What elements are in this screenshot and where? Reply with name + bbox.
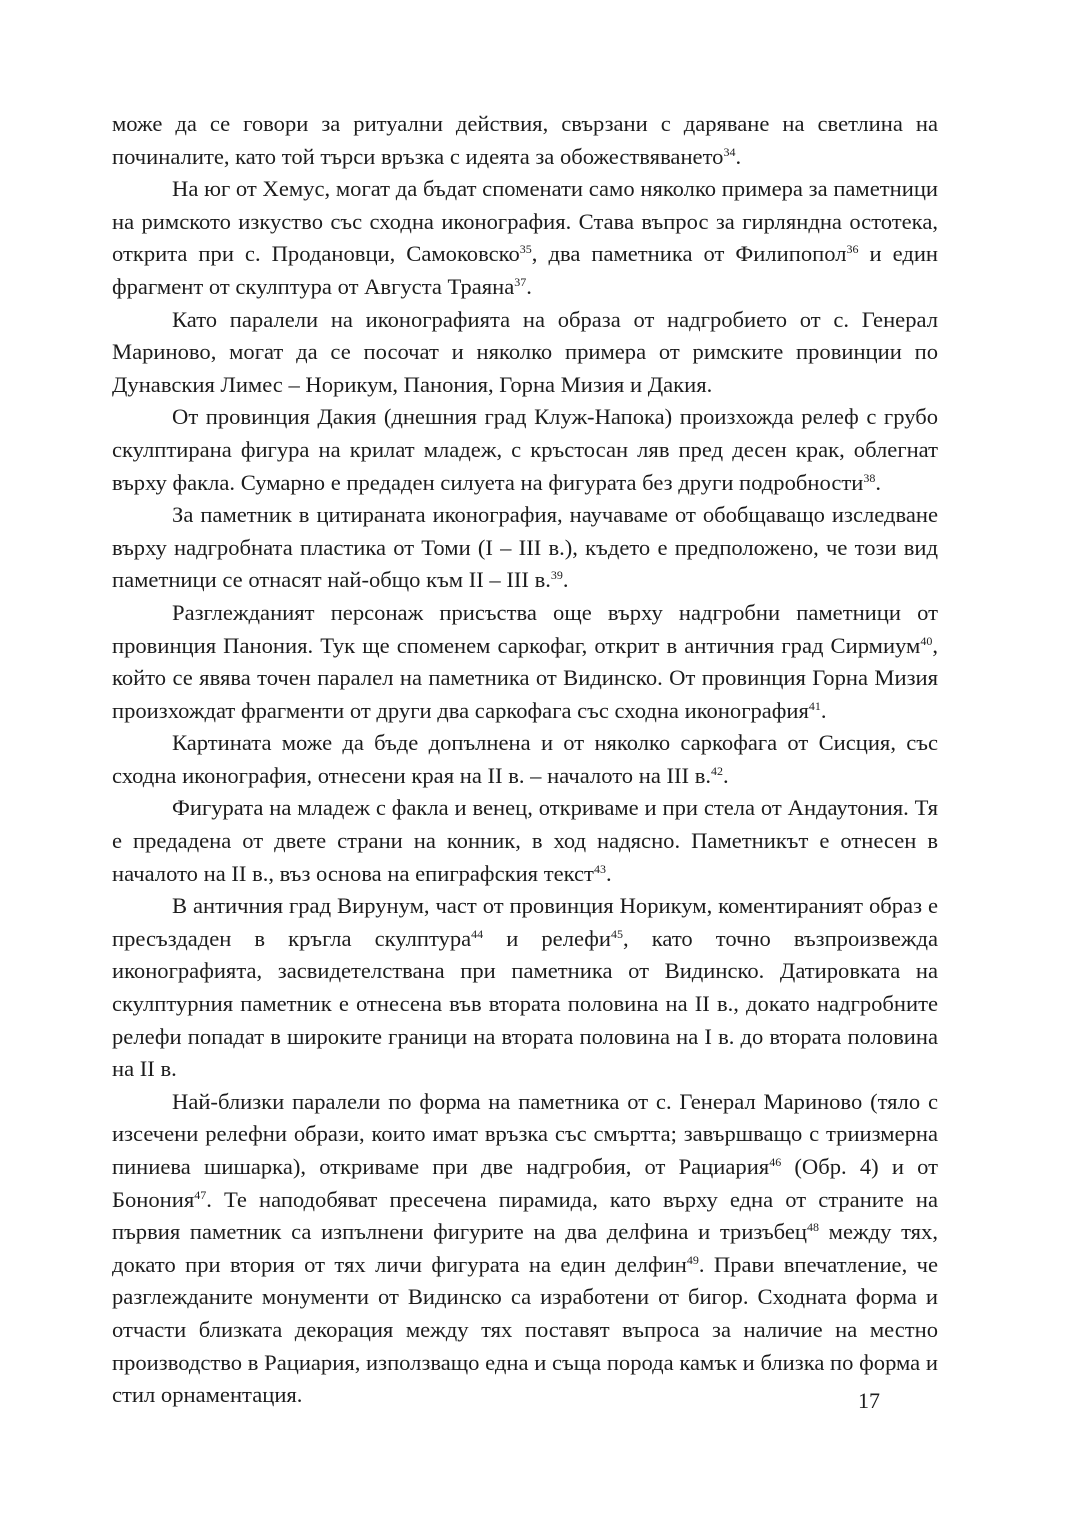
text: и релефи bbox=[483, 925, 612, 951]
text: . bbox=[735, 143, 742, 169]
page-number: 17 bbox=[858, 1388, 880, 1413]
footnote-ref-40[interactable]: 40 bbox=[920, 633, 933, 648]
text: , два паметника от Филипопол bbox=[531, 241, 847, 267]
paragraph-9 bbox=[112, 890, 938, 1086]
footnote-ref-34[interactable]: 34 bbox=[723, 144, 736, 159]
text: Като паралели на иконографията на образа от надгробието от с. Генерал Мариново, могат да се посочат и няколко примера от римските провинции по Дунавския Лимес – Норикум, Панония, Горна Мизия и Дакия. bbox=[112, 306, 938, 397]
footnote-ref-42[interactable]: 42 bbox=[711, 763, 724, 778]
paragraph-4 bbox=[112, 401, 938, 499]
footnote-ref-44[interactable]: 44 bbox=[471, 926, 484, 941]
text: между тях, докато при втория от тях личи фигурата на един делфин bbox=[112, 1219, 938, 1277]
text: . Те наподобяват пресечена пирамида, като върху една от страните на първия паметник са изпълнени фигурите на два делфина и тризъбец bbox=[112, 1186, 938, 1245]
text: От провинция Дакия (днешния град Клуж-Напока) произхожда релеф с грубо скулптирана фигура на крилат младеж, с кръстосан ляв пред десен крак, облегнат върху факла. Сумарно е предаден силуета на фигурата без други подробности bbox=[112, 404, 938, 495]
text: Фигурата на младеж с факла и венец, откриваме и при стела от Андаутония. Тя е предадена от двете страни на конник, в ход надясно. Паметникът е отнесен в началото на II в., въз основа на епиграфския текст bbox=[112, 795, 938, 886]
paragraph-8 bbox=[112, 792, 938, 890]
footnote-ref-45[interactable]: 45 bbox=[611, 926, 624, 941]
text: Най-близки паралели по форма на паметника от с. Генерал Мариново (тяло с изсечени релефни образи, които имат връзка със смъртта; завършващо с триизмерна пиниева шишарка), откриваме при две надгробия, от Рациария bbox=[112, 1088, 938, 1179]
text: . bbox=[723, 762, 729, 788]
paragraph-2 bbox=[112, 173, 938, 303]
paragraph-3 bbox=[112, 304, 938, 402]
text: Разглежданият персонаж присъства още върху надгробни паметници от провинция Панония. Тук ще споменем саркофаг, открит в античния град Сирмиум bbox=[112, 599, 938, 658]
text: (Обр. 4) и от Бонония bbox=[112, 1154, 938, 1212]
text: . bbox=[562, 567, 569, 593]
page-body bbox=[112, 108, 938, 1412]
footnote-ref-38[interactable]: 38 bbox=[863, 470, 876, 485]
paragraph-10 bbox=[112, 1086, 938, 1412]
footnote-ref-37[interactable]: 37 bbox=[514, 274, 527, 289]
paragraph-5 bbox=[112, 499, 938, 597]
text: , който се явява точен паралел на паметника от Видинско. От провинция Горна Мизия произхождат фрагменти от други два саркофага със сходна иконография bbox=[112, 632, 938, 723]
footnote-ref-39[interactable]: 39 bbox=[550, 568, 563, 583]
paragraph-6 bbox=[112, 597, 938, 727]
footnote-ref-35[interactable]: 35 bbox=[519, 242, 532, 257]
footnote-ref-41[interactable]: 41 bbox=[808, 698, 821, 713]
text: За паметник в цитираната иконография, научаваме от обобщаващо изследване върху надгробната пластика от Томи (I – III в.), където е предположено, че този вид паметници се отнасят най-общо към II – III в. bbox=[112, 502, 938, 593]
text: и един фрагмент от скулптура от Августа Траяна bbox=[112, 241, 939, 299]
text: . bbox=[605, 860, 612, 886]
text: . Прави впечатление, че разглежданите монументи от Видинско са изработени от бигор. Сходната форма и отчасти близката декорация между тях поставят въпроса за наличие на местно производство в Рациария, използващо една и съща порода камък и близка по форма и стил орнаментация. bbox=[112, 1251, 939, 1408]
text: В античния град Вирунум, част от провинция Норикум, коментираният образ е пресъздаден в кръгла скулптура bbox=[112, 893, 938, 951]
text: На юг от Хемус, могат да бъдат споменати само няколко примера за паметници на римското изкуство със сходна иконография. Става въпрос за гирляндна остотека, открита при с. Продановци, Самоковско bbox=[112, 176, 938, 267]
footnote-ref-46[interactable]: 46 bbox=[769, 1155, 782, 1169]
paragraph-7 bbox=[112, 727, 938, 792]
footnote-ref-36[interactable]: 36 bbox=[846, 242, 859, 257]
text: , като точно възпроизвежда иконографията, засвидетелствана при паметника от Видинско. Датировката на скулптурния паметник е отнесена във втората половина на II в., докато надгробните релефи попадат в широките граници на втората половина на I в. до втората половина на II в. bbox=[112, 925, 938, 1082]
paragraph-1 bbox=[112, 108, 938, 173]
text: . bbox=[875, 469, 881, 495]
footnote-ref-48[interactable]: 48 bbox=[806, 1220, 819, 1235]
footnote-ref-49[interactable]: 49 bbox=[686, 1252, 699, 1267]
footnote-ref-47[interactable]: 47 bbox=[194, 1187, 207, 1202]
text: . bbox=[820, 697, 827, 723]
footnote-ref-43[interactable]: 43 bbox=[593, 861, 606, 876]
text: може да се говори за ритуални действия, свързани с даряване на светлина на починалите, като той търси връзка с идеята за обожествяването bbox=[112, 111, 938, 169]
text: Картината може да бъде допълнена и от няколко саркофага от Сисция, със сходна иконография, отнесени края на II в. – началото на III в. bbox=[112, 730, 938, 788]
text: . bbox=[526, 273, 532, 299]
